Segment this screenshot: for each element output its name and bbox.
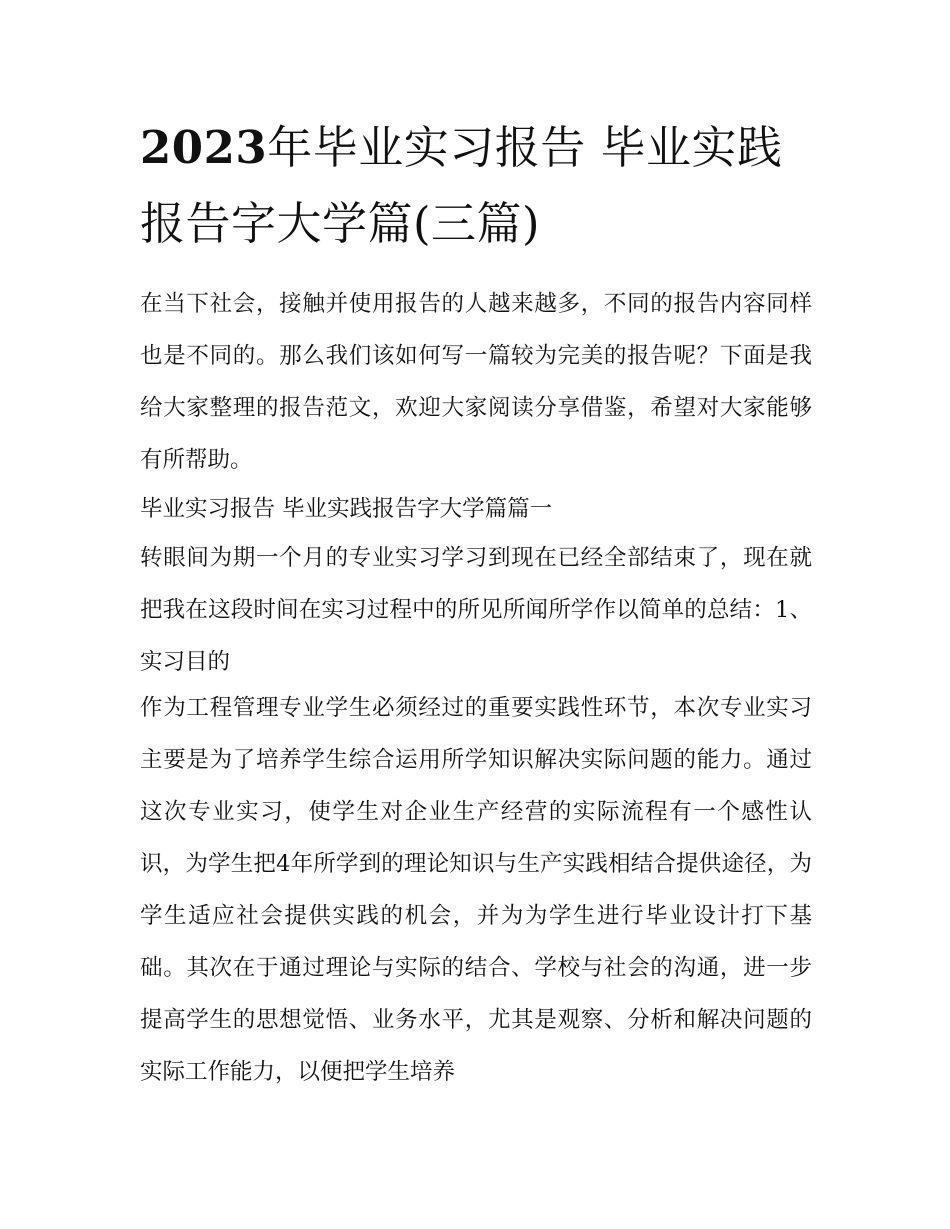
body-paragraph: 转眼间为期一个月的专业实习学习到现在已经全部结束了，现在就把我在这段时间在实习过程中的所见所闻所学作以简单的总结：1、实习目的 <box>140 545 812 675</box>
body-paragraph: 作为工程管理专业学生必须经过的重要实践性环节，本次专业实习主要是为了培养学生综合运用所学知识解决实际问题的能力。通过这次专业实习，使学生对企业生产经营的实际流程有一个感性认识，为学生把4年所学到的理论知识与生产实践相结合提供途径，为学生适应社会提供实践的机会，并为为学生进行毕业设计打下基础。其次在于通过理论与实际的结合、学校与社会的沟通，进一步提高学生的思想觉悟、业务水平，尤其是观察、分析和解决问题的实际工作能力，以便把学生培养 <box>140 695 812 1085</box>
title-year: 2023 <box>140 121 268 174</box>
intro-paragraph: 在当下社会，接触并使用报告的人越来越多，不同的报告内容同样也是不同的。那么我们该如何写一篇较为完美的报告呢？下面是我给大家整理的报告范文，欢迎大家阅读分享借鉴，希望对大家能够有所帮助。 <box>140 291 812 473</box>
title-text: 年毕业实习报告 毕业实践报告字大学篇(三篇) <box>140 121 783 250</box>
document-title <box>140 110 820 262</box>
section-heading: 毕业实习报告 毕业实践报告字大学篇篇一 <box>140 496 553 522</box>
